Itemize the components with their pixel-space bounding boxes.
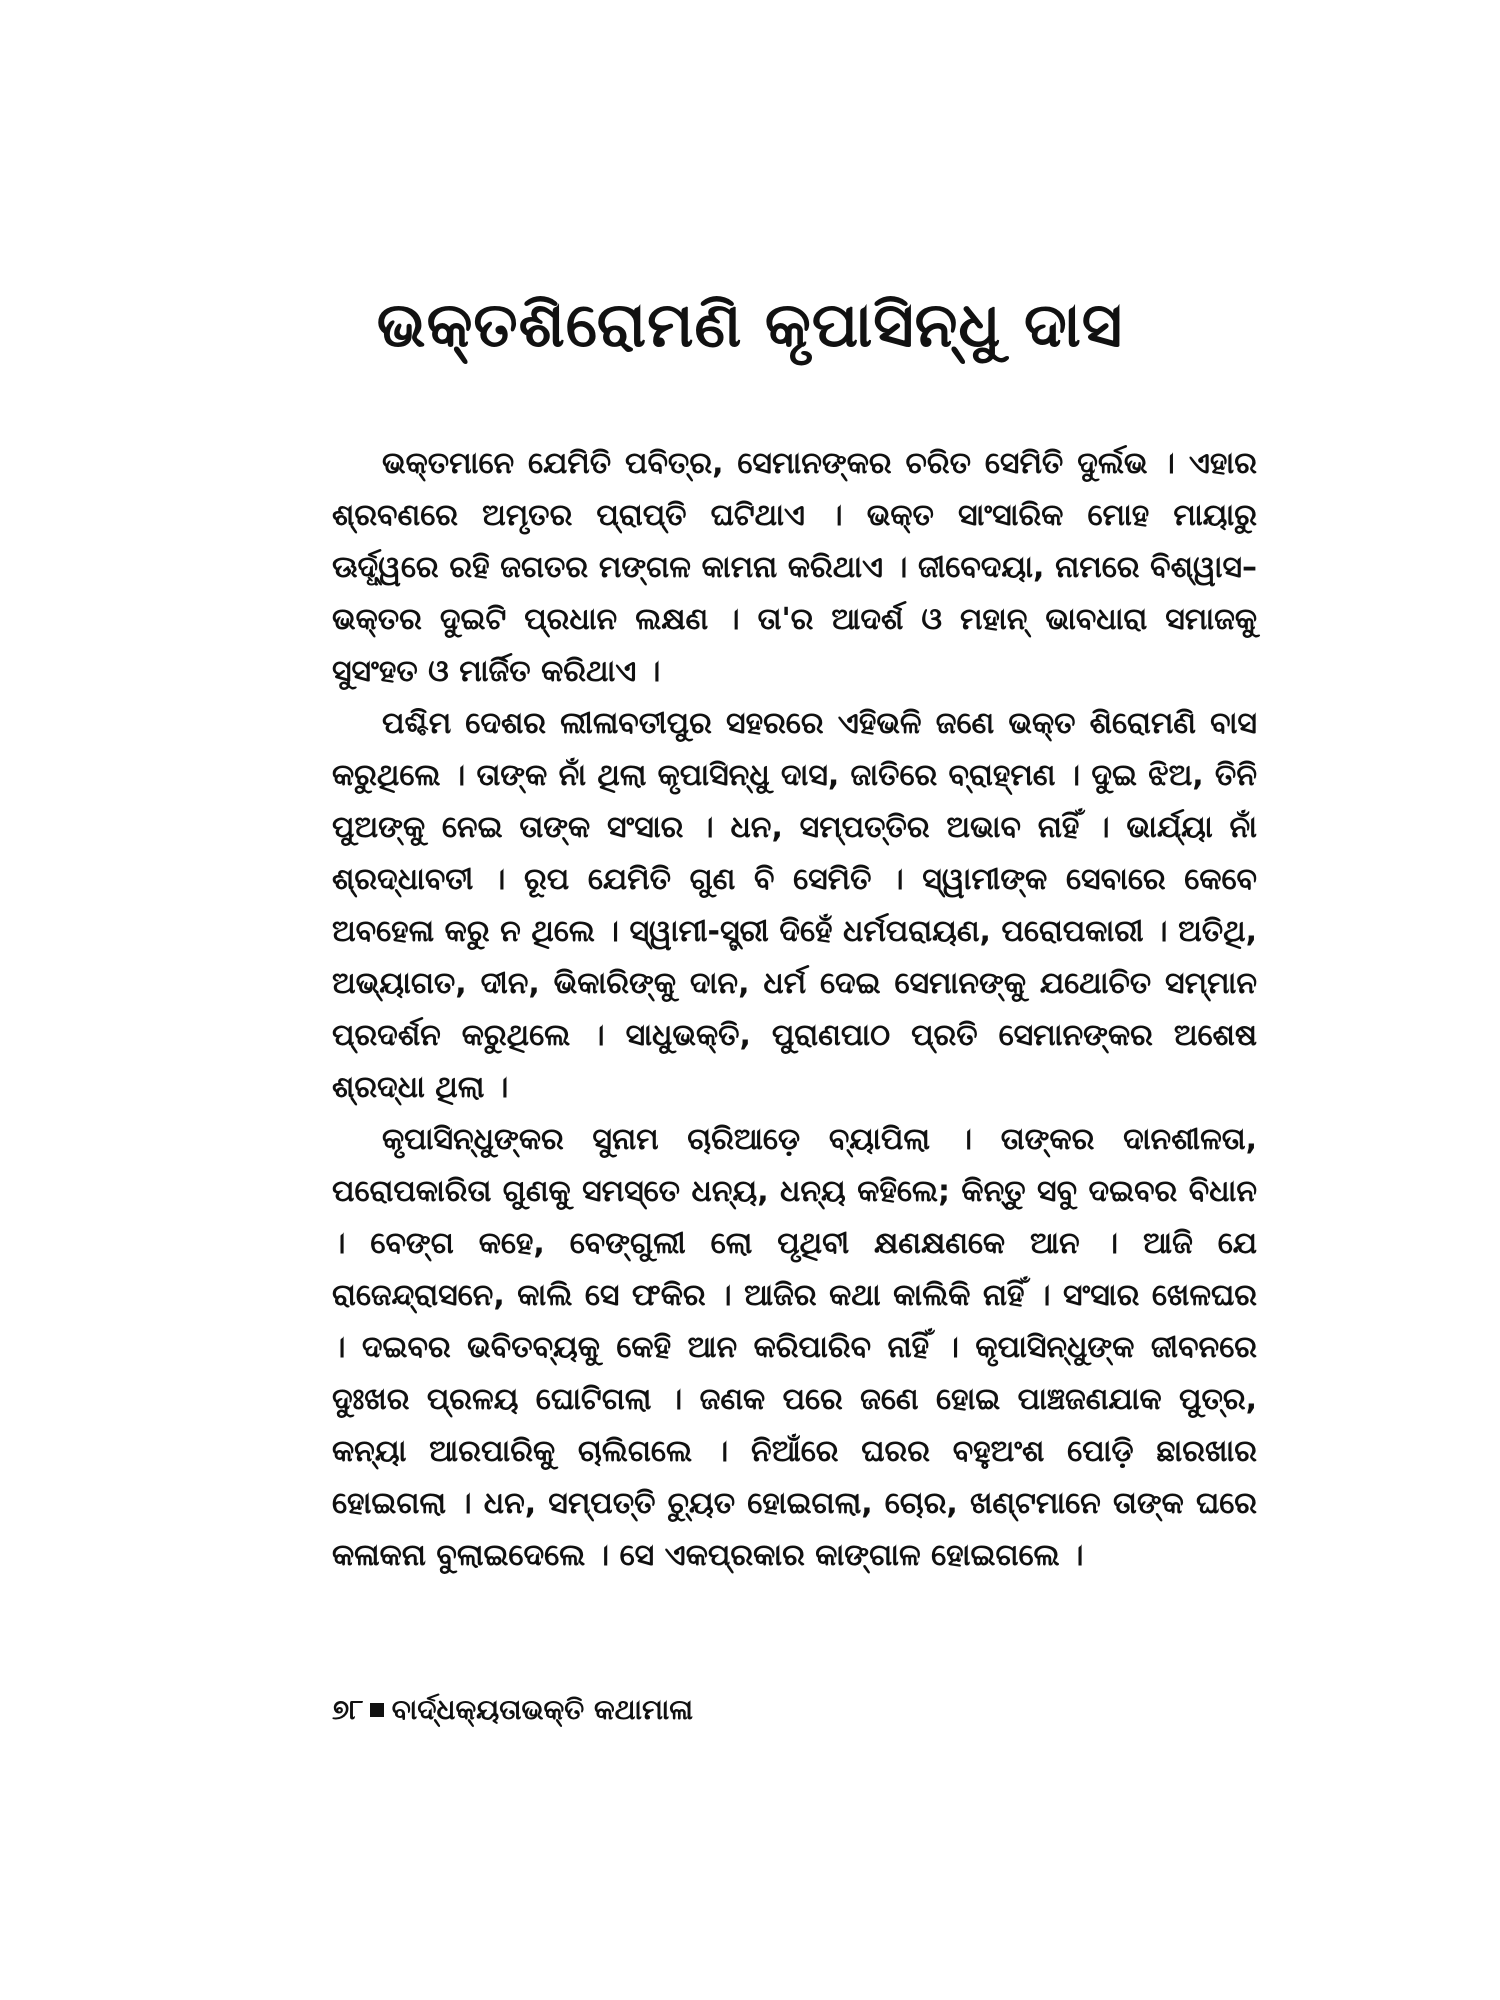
page-number: ୭୮: [332, 1693, 364, 1726]
paragraph-2: ପଶ୍ଚିମ ଦେଶର ଲୀଳାବତୀପୁର ସହରରେ ଏହିଭଳି ଜଣେ ଭକ୍ତ ଶିରୋମଣି ବାସ କରୁଥିଲେ । ତାଙ୍କ ନାଁ ଥିଲା କୃପାସିନ୍ଧୁ ଦାସ, ଜାତିରେ ବ୍ରାହ୍ମଣ । ଦୁଇ ଝିଅ, ତିନି ପୁଅଙ୍କୁ ନେଇ ତାଙ୍କ ସଂସାର । ଧନ, ସମ୍ପତ୍ତିର ଅଭାବ ନାହିଁ । ଭାର୍ଯ୍ୟା ନାଁ ଶ୍ରଦ୍ଧାବତୀ । ରୂପ ଯେମିତି ଗୁଣ ବି ସେମିତି । ସ୍ୱାମୀଙ୍କ ସେବାରେ କେବେ ଅବହେଳା କରୁ ନ ଥିଲେ । ସ୍ୱାମୀ-ସ୍ତ୍ରୀ ଦିହେଁ ଧର୍ମପରାୟଣ, ପରୋପକାରୀ । ଅତିଥି, ଅଭ୍ୟାଗତ, ଦୀନ, ଭିକାରିଙ୍କୁ ଦାନ, ଧର୍ମ ଦେଇ ସେମାନଙ୍କୁ ଯଥୋଚିତ ସମ୍ମାନ ପ୍ରଦର୍ଶନ କରୁଥିଲେ । ସାଧୁଭକ୍ତି, ପୁରାଣପାଠ ପ୍ରତି ସେମାନଙ୍କର ଅଶେଷ ଶ୍ରଦ୍ଧା ଥିଲା ।: [332, 706, 1257, 1105]
paragraph-3: କୃପାସିନ୍ଧୁଙ୍କର ସୁନାମ ଚାରିଆଡ଼େ ବ୍ୟାପିଲା । ତାଙ୍କର ଦାନଶୀଳତା, ପରୋପକାରିତା ଗୁଣକୁ ସମସ୍ତେ ଧନ୍ୟ, ଧନ୍ୟ କହିଲେ; କିନ୍ତୁ ସବୁ ଦଇବର ବିଧାନ । ବେଙ୍ଗ କହେ, ବେଙ୍ଗୁଲୀ ଲୋ ପୃଥିବୀ କ୍ଷଣକ୍ଷଣକେ ଆନ । ଆଜି ଯେ ରାଜେନ୍ଦ୍ରାସନେ, କାଲି ସେ ଫକିର । ଆଜିର କଥା କାଲିକି ନାହିଁ । ସଂସାର ଖେଳଘର । ଦଇବର ଭବିତବ୍ୟକୁ କେହି ଆନ କରିପାରିବ ନାହିଁ । କୃପାସିନ୍ଧୁଙ୍କ ଜୀବନରେ ଦୁଃଖର ପ୍ରଳୟ ଘୋଟିଗଲା । ଜଣକ ପରେ ଜଣେ ହୋଇ ପାଞ୍ଚଜଣଯାକ ପୁତ୍ର, କନ୍ୟା ଆରପାରିକୁ ଚାଲିଗଲେ । ନିଆଁରେ ଘରର ବହୁଅଂଶ ପୋଡ଼ି ଛାରଖାର ହୋଇଗଲା । ଧନ, ସମ୍ପତ୍ତି ଚ୍ୟୁତ ହୋଇଗଲା, ଚୋର, ଖଣ୍ଟମାନେ ତାଙ୍କ ଘରେ କଳାକନା ବୁଲାଇଦେଲେ । ସେ ଏକପ୍ରକାର କାଙ୍ଗାଳ ହୋଇଗଲେ ।: [332, 1122, 1257, 1573]
book-title: ବାର୍ଦ୍ଧକ୍ୟତାଭକ୍ତି କଥାମାଳା: [391, 1693, 694, 1726]
square-bullet-icon: [370, 1703, 384, 1717]
paragraph-1: ଭକ୍ତମାନେ ଯେମିତି ପବିତ୍ର, ସେମାନଙ୍କର ଚରିତ ସେମିତି ଦୁର୍ଲଭ । ଏହାର ଶ୍ରବଣରେ ଅମୃତର ପ୍ରାପ୍ତି ଘଟିଥାଏ । ଭକ୍ତ ସାଂସାରିକ ମୋହ ମାୟାରୁ ଊର୍ଦ୍ଧ୍ୱରେ ରହି ଜଗତର ମଙ୍ଗଳ କାମନା କରିଥାଏ । ଜୀବେଦୟା, ନାମରେ ବିଶ୍ୱାସ– ଭକ୍ତର ଦୁଇଟି ପ୍ରଧାନ ଲକ୍ଷଣ । ତା'ର ଆଦର୍ଶ ଓ ମହାନ୍ ଭାବଧାରା ସମାଜକୁ ସୁସଂହତ ଓ ମାର୍ଜିତ କରିଥାଏ ।: [332, 446, 1257, 689]
page-footer: [332, 1690, 693, 1730]
body-text: [332, 438, 1257, 1582]
page-title: ଭକ୍ତଶିରୋମଣି କୃପାସିନ୍ଧୁ ଦାସ: [376, 288, 1124, 361]
